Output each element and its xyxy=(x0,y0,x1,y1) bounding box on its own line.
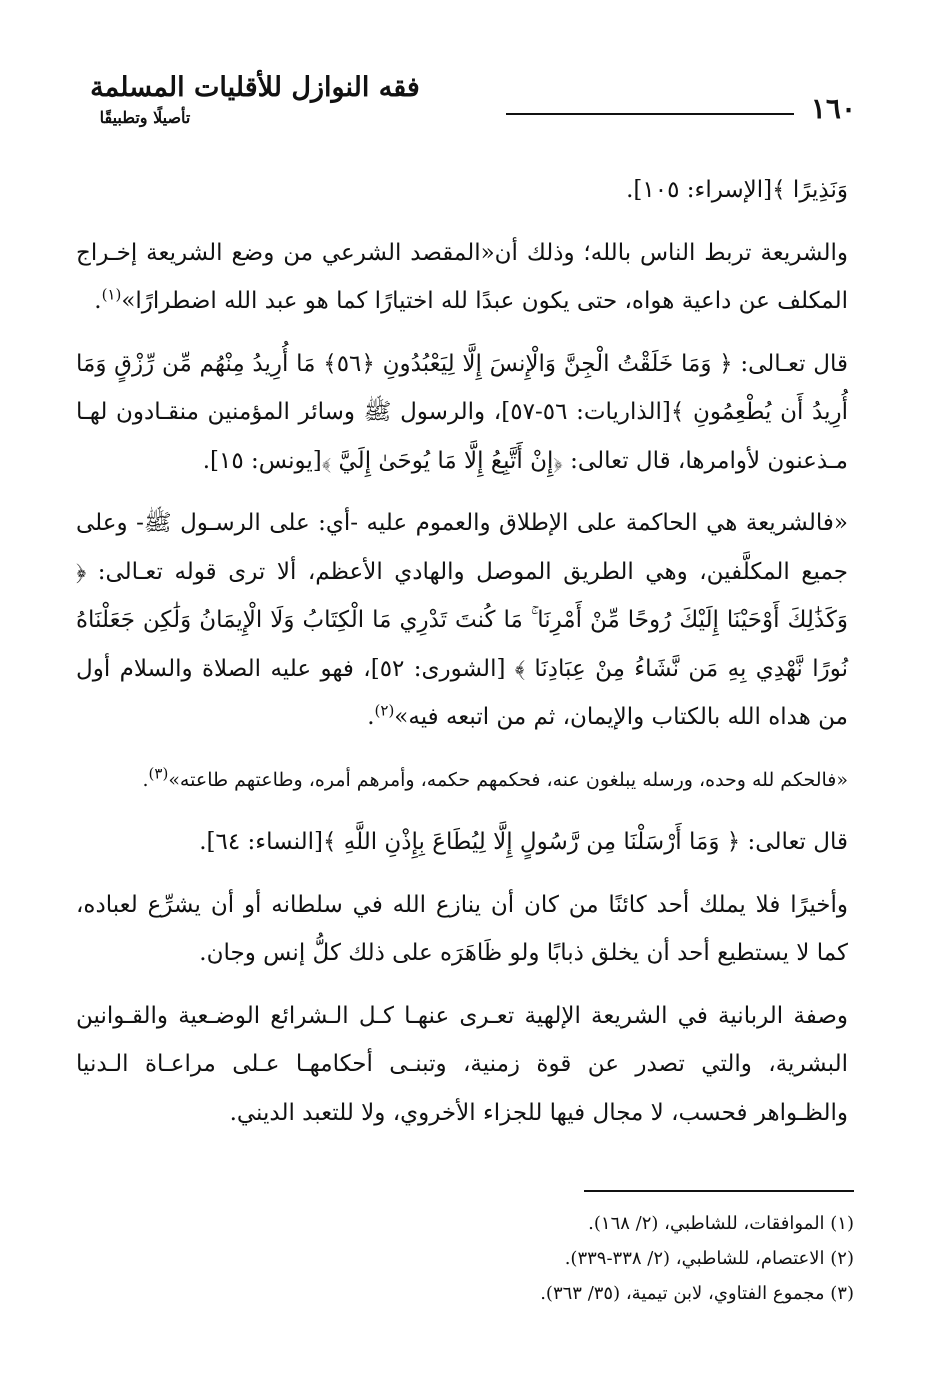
book-title: فقه النوازل للأقليات المسلمة xyxy=(90,72,420,103)
paragraph-5: «فالحكم لله وحده، ورسله يبلغون عنه، فحكمهم حكمه، وأمرهم أمره، وطاعتهم طاعته»$^{(٣)}$. xyxy=(142,764,848,791)
paragraph-4: «فالشريعة هي الحاكمة على الإطلاق والعموم عليه -أي: على الرسـول ﷺ- وعلى جميع المكلَّفين، وهي الطريق الموصل والهادي الأعظم، ألا ترى قوله تعـالى: ﴿ وَكَذَٰلِكَ أَوْحَيْنَا إِلَيْكَ رُوحًا مِّنْ أَمْرِنَا ۚ مَا كُنتَ تَدْرِي مَا الْكِتَابُ وَلَا الْإِيمَانُ وَلَٰكِن جَعَلْنَاهُ نُورًا نَّهْدِي بِهِ مَن نَّشَاءُ مِنْ عِبَادِنَا ﴾ [الشورى: ٥٢]، فهو عليه الصلاة والسلام أول من هداه الله بالكتاب والإيمان، ثم من اتبعه فيه»$^{(٢)}$. xyxy=(76,510,848,730)
footnote-ref-2: (٢) xyxy=(374,701,395,720)
paragraph-1: وَنَذِيرًا ﴾[الإسراء: ١٠٥]. xyxy=(626,177,848,203)
footnotes xyxy=(154,1206,854,1311)
header-rule xyxy=(506,113,794,115)
paragraph-6: قال تعالى: ﴿ وَمَا أَرْسَلْنَا مِن رَّسُولٍ إِلَّا لِيُطَاعَ بِإِذْنِ اللَّهِ ﴾[النساء: ٦٤]. xyxy=(199,829,848,855)
main-text xyxy=(76,166,848,1151)
page-header xyxy=(80,70,856,150)
paragraph-3: قال تعـالى: ﴿ وَمَا خَلَقْتُ الْجِنَّ وَالْإِنسَ إِلَّا لِيَعْبُدُونِ ﴿٥٦﴾ مَا أُرِيدُ مِنْهُم مِّن رِّزْقٍ وَمَا أُرِيدُ أَن يُطْعِمُونِ ﴾[الذاريات: ٥٦-٥٧]، والرسول ﷺ وسائر المؤمنين منقـادون لهـا مـذعنون لأوامرها، قال تعالى: ﴿إِنْ أَتَّبِعُ إِلَّا مَا يُوحَىٰ إِلَيَّ ﴾[يونس: ١٥]. xyxy=(76,350,848,474)
footnote-1: (١) الموافقات، للشاطبي، (٢/ ١٦٨). xyxy=(588,1213,854,1234)
paragraph-2-text: والشريعة تربط الناس بالله؛ وذلك أن«المقصد الشرعي من وضع الشريعة إخـراج المكلف عن داعية هواه، حتى يكون عبدًا لله اختيارًا كما هو عبد الله اضطرارًا» xyxy=(76,239,848,314)
paragraph-8: وصفة الربانية في الشريعة الإلهية تعـرى عنهـا كـل الـشرائع الوضـعية والقـوانين البشرية، والتي تصدر عن قوة زمنية، وتبنـى أحكامهـا عـلى مراعـاة الـدنيا والظـواهر فحسب، لا مجال فيها للجزاء الأخروي، ولا للتعبد الديني. xyxy=(76,1002,848,1126)
paragraph-4-text: «فالشريعة هي الحاكمة على الإطلاق والعموم عليه -أي: على الرسـول ﷺ- وعلى جميع المكلَّفين، وهي الطريق الموصل والهادي الأعظم، ألا ترى قوله تعـالى: ﴿ وَكَذَٰلِكَ أَوْحَيْنَا إِلَيْكَ رُوحًا مِّنْ أَمْرِنَا ۚ مَا كُنتَ تَدْرِي مَا الْكِتَابُ وَلَا الْإِيمَانُ وَلَٰكِن جَعَلْنَاهُ نُورًا نَّهْدِي بِهِ مَن نَّشَاءُ مِنْ عِبَادِنَا ﴾ [الشورى: ٥٢]، فهو عليه الصلاة والسلام أول من هداه الله بالكتاب والإيمان، ثم من اتبعه فيه» xyxy=(76,510,848,730)
footnote-ref-3: (٣) xyxy=(148,764,169,783)
footnote-divider xyxy=(584,1190,854,1192)
footnote-2: (٢) الاعتصام، للشاطبي، (٢/ ٣٣٨-٣٣٩). xyxy=(564,1248,854,1269)
book-subtitle: تأصيلًا وتطبيقًا xyxy=(99,108,191,127)
footnote-ref-1: (١) xyxy=(101,285,122,304)
paragraph-5-text: «فالحكم لله وحده، ورسله يبلغون عنه، فحكمهم حكمه، وأمرهم أمره، وطاعتهم طاعته» xyxy=(168,768,848,791)
page-number: ١٦٠ xyxy=(810,92,856,125)
paragraph-2: والشريعة تربط الناس بالله؛ وذلك أن«المقصد الشرعي من وضع الشريعة إخـراج المكلف عن داعية هواه، حتى يكون عبدًا لله اختيارًا كما هو عبد الله اضطرارًا»$^{(١)}$. xyxy=(76,239,848,314)
footnote-3: (٣) مجموع الفتاوي، لابن تيمية، (٣٥/ ٣٦٣). xyxy=(540,1283,854,1304)
paragraph-7: وأخيرًا فلا يملك أحد كائنًا من كان أن ينازع الله في سلطانه أو أن يشرِّع لعباده، كما لا يستطيع أحد أن يخلق ذبابًا ولو ظَاهَرَه على ذلك كلُّ إنس وجان. xyxy=(76,891,848,966)
